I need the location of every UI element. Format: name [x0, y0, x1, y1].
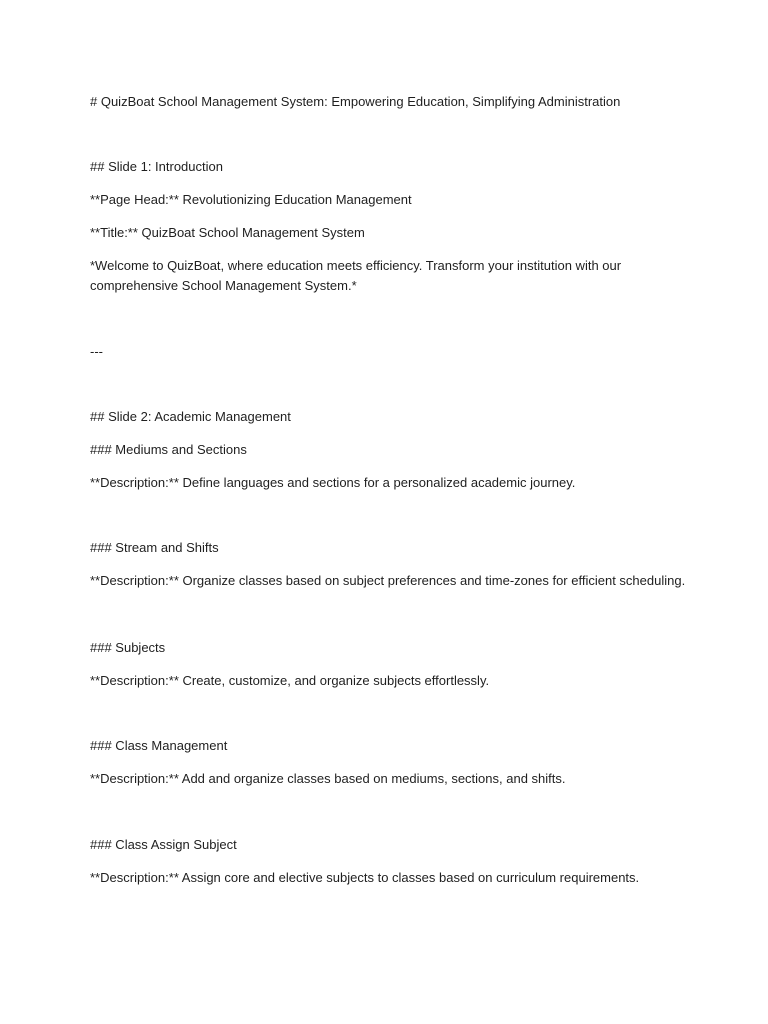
section-separator: --- [90, 344, 103, 359]
section-description-stream: **Description:** Organize classes based on subject preferences and time-zones for efficient scheduling. [90, 573, 686, 588]
slide-1-welcome-line-1: *Welcome to QuizBoat, where education meets efficiency. Transform your institution with our [90, 258, 622, 273]
section-heading-subjects: ### Subjects [90, 640, 166, 655]
slide-1-title: **Title:** QuizBoat School Management System [90, 225, 365, 240]
section-heading-mediums: ### Mediums and Sections [90, 442, 247, 457]
slide-1-welcome-line-2: comprehensive School Management System.* [90, 278, 357, 293]
section-heading-class-management: ### Class Management [90, 738, 228, 753]
section-description-class-management: **Description:** Add and organize classes based on mediums, sections, and shifts. [90, 771, 566, 786]
slide-2-heading: ## Slide 2: Academic Management [90, 409, 291, 424]
section-description-mediums: **Description:** Define languages and sections for a personalized academic journey. [90, 475, 576, 490]
slide-1-page-head: **Page Head:** Revolutionizing Education Management [90, 192, 412, 207]
section-heading-stream: ### Stream and Shifts [90, 540, 219, 555]
section-description-subjects: **Description:** Create, customize, and organize subjects effortlessly. [90, 673, 490, 688]
document-title: # QuizBoat School Management System: Empowering Education, Simplifying Administration [90, 94, 621, 109]
section-description-class-assign-subject: **Description:** Assign core and elective subjects to classes based on curriculum requirements. [90, 870, 640, 885]
section-heading-class-assign-subject: ### Class Assign Subject [90, 837, 237, 852]
slide-1-heading: ## Slide 1: Introduction [90, 159, 223, 174]
